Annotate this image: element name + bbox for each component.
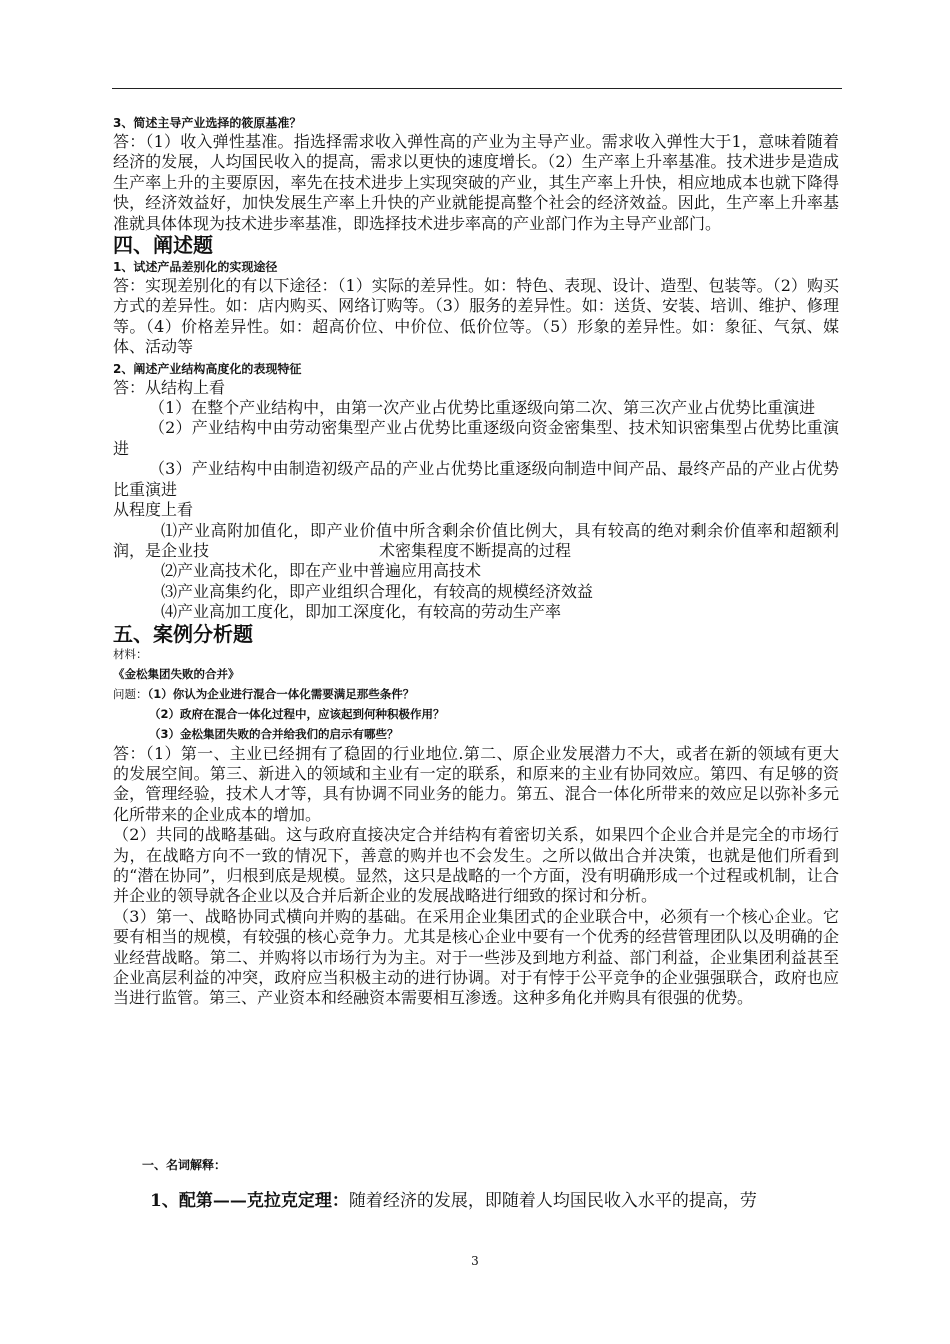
s4-q2-structure-1: （1）在整个产业结构中，由第一次产业占优势比重逐级向第二次、第三次产业占优势比重演进: [149, 398, 816, 418]
s4-q2-structure-3: （3）产业结构中由制造初级产品的产业占优势比重逐级向制造中间产品、最终产品的产业占优势比重演进: [113, 459, 839, 499]
s4-q2-intro: 答：从结构上看: [113, 377, 226, 397]
page-number: 3: [471, 1254, 479, 1268]
s4-q2-degree-2: ⑵产业高技术化，即在产业中普遍应用高技术: [161, 561, 482, 581]
s5-question-1: 问题：（1）你认为企业进行混合一体化需要满足那些条件？: [113, 686, 415, 701]
s1-term: 1、配第——克拉克定理：: [150, 1191, 349, 1211]
s5-case-title: 《金松集团失败的合并》: [113, 666, 240, 681]
s5-question-label: 问题：: [113, 686, 148, 701]
section1-heading: 一、名词解释：: [142, 1158, 227, 1172]
s5-question-2: （2）政府在混合一体化过程中，应该起到何种积极作用？: [149, 706, 445, 721]
s1-term-line: [150, 1190, 840, 1212]
s4-q1-title: 1、试述产品差别化的实现途径: [113, 260, 278, 275]
s4-q2-degree-1: [113, 521, 839, 562]
header-rule: [112, 88, 842, 89]
s4-q2-title: 2、阐述产业结构高度化的表现特征: [113, 361, 302, 376]
section5-heading: 五、案例分析题: [113, 621, 253, 646]
q3-title: 3、简述主导产业选择的筱原基准？: [113, 116, 302, 130]
s5-answer-1: 答：（1）第一、主业已经拥有了稳固的行业地位.第二、原企业发展潜力不大，或者在新的领域有更大的发展空间。第三、新进入的领域和主业有一定的联系，和原来的主业有协同效应。第四、有足够的资金，管理经验，技术人才等，具有协调不同业务的能力。第五、混合一体化所带来的效应足以弥补多元化所带来的企业成本的增加。: [113, 743, 839, 824]
s4-q2-degree-3: ⑶产业高集约化，即产业组织合理化，有较高的规模经济效益: [161, 581, 594, 601]
s5-material-label: 材料：: [113, 646, 148, 661]
s5-answer-3: （3）第一、战略协同式横向并购的基础。在采用企业集团式的企业联合中，必须有一个核心企业。它要有相当的规模，有较强的核心竞争力。尤其是核心企业中要有一个优秀的经营管理团队以及明确的企业经营战略。第二、并购将以市场行为为主。对于一些涉及到地方利益、部门利益，企业集团利益甚至企业高层利益的冲突，政府应当积极主动的进行协调。对于有悖于公平竞争的企业强强联合，政府也应当进行监管。第三、产业资本和经融资本需要相互渗透。这种多角化并购具有很强的优势。: [113, 906, 839, 1008]
s4-q2-structure-2: （2）产业结构中由劳动密集型产业占优势比重逐级向资金密集型、技术知识密集型占优势比重演进: [113, 418, 839, 458]
s4-q2-degree-4: ⑷产业高加工度化，即加工深度化，有较高的劳动生产率: [161, 602, 562, 622]
s5-question-3: （3）金松集团失败的合并给我们的启示有哪些？: [149, 726, 399, 741]
s4-q2-degree-1a: ⑴产业高附加值化，即产业价值中所含剩余价值比例大，具有较高的绝对剩余价值率和超额利润，是企业技: [113, 520, 839, 560]
s4-q2-degree-1b: 术密集程度不断提高的过程: [379, 540, 572, 560]
page-content: [113, 112, 839, 1009]
q3-answer: 答：（1）收入弹性基准。指选择需求收入弹性高的产业为主导产业。需求收入弹性大于1，意味着随着经济的发展，人均国民收入的提高，需求以更快的速度增长。（2）生产率上升率基准。技术进步是造成生产率上升的主要原因，率先在技术进步上实现突破的产业，其生产率上升快，相应地成本也就下降得快，经济效益好，加快发展生产率上升快的产业就能提高整个社会的经济效益。因此，生产率上升率基准就具体体现为技术进步率基准，即选择技术进步率高的产业部门作为主导产业部门。: [113, 132, 839, 233]
s1-definition: 随着经济的发展，即随着人均国民收入水平的提高，劳: [348, 1191, 757, 1211]
s4-q2-degree: 从程度上看: [113, 500, 194, 520]
s5-answer-2: （2）共同的战略基础。这与政府直接决定合并结构有着密切关系，如果四个企业合并是完全的市场行为，在战略方向不一致的情况下，善意的购并也不会发生。之所以做出合并决策，也就是他们所看到的“潜在协同”，归根到底是规模。显然，这只是战略的一个方面，没有明确形成一个过程或机制，让合并企业的领导就各企业以及合并后新企业的发展战略进行细致的探讨和分析。: [113, 825, 839, 906]
section4-heading: 四、阐述题: [113, 233, 213, 258]
s4-q1-answer: 答：实现差别化的有以下途径：（1）实际的差异性。如：特色、表现、设计、造型、包装等。（2）购买方式的差异性。如：店内购买、网络订购等。（3）服务的差异性。如：送货、安装、培训、维护、修理等。（4）价格差异性。如：超高价位、中价位、低价位等。（5）形象的差异性。如：象征、气氛、媒体、活动等: [113, 276, 839, 357]
